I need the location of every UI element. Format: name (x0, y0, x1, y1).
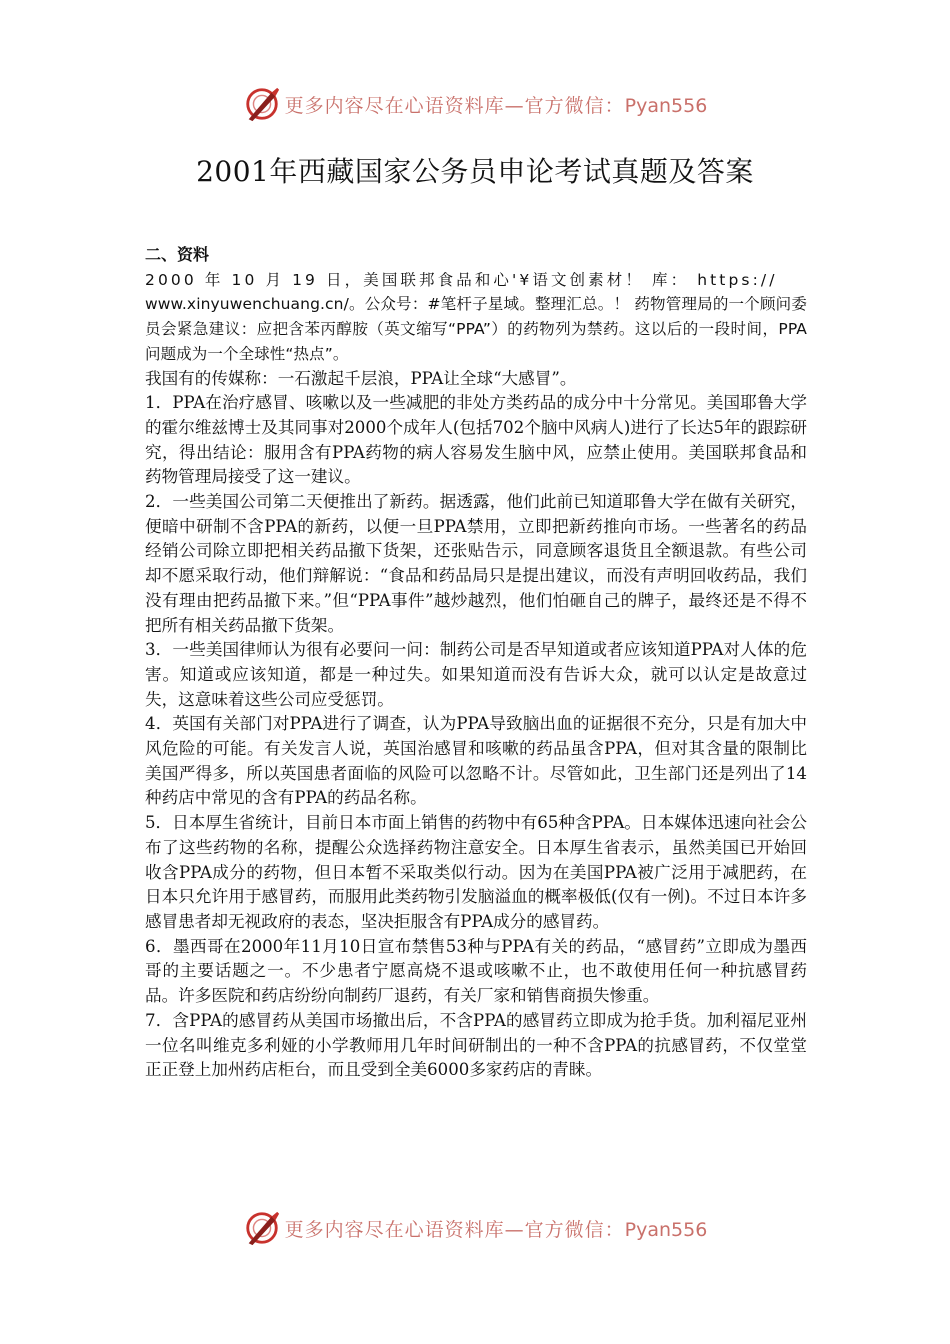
paragraph: 我国有的传媒称：一石激起千层浪，PPA让全球“大感冒”。 (145, 368, 577, 388)
intro-rest: www.xinyuwenchuang.cn/。公众号：#笔杆子星域。整理汇总。！ 药物管理局的一个顾问委员会紧急建议：应把含苯丙醇胺（英文缩写“PPA”）的药物列为禁药。这以后的一段时间，PPA问题成为一个全球性“热点”。 (145, 295, 807, 363)
header-banner (0, 82, 950, 126)
intro-paragraph (145, 268, 807, 367)
paragraph: 4．英国有关部门对PPA进行了调查，认为PPA导致脑出血的证据很不充分，只是有加大中风危险的可能。有关发言人说，英国治感冒和咳嗽的药品虽含PPA，但对其含量的限制比美国严得多，所以英国患者面临的风险可以忽略不计。尽管如此，卫生部门还是列出了14种药店中常见的含有PPA的药品名称。 (145, 714, 807, 808)
document-title: 2001年西藏国家公务员申论考试真题及答案 (196, 155, 754, 188)
banner-text: 更多内容尽在心语资料库—官方微信：Pyan556 (284, 94, 708, 117)
footer-banner (0, 1206, 950, 1250)
paragraph: 6．墨西哥在2000年11月10日宣布禁售53种与PPA有关的药品，“感冒药”立即成为墨西哥的主要话题之一。不少患者宁愿高烧不退或咳嗽不止，也不敢使用任何一种抗感冒药品。许多医院和药店纷纷向制药厂退药，有关厂家和销售商损失惨重。 (145, 936, 807, 1006)
paragraph: 7．含PPA的感冒药从美国市场撤出后，不含PPA的感冒药立即成为抢手货。加利福尼亚州一位名叫维克多利娅的小学教师用几年时间研制出的一种不含PPA的抗感冒药，不仅堂堂正正登上加州药店柜台，而且受到全美6000多家药店的青睐。 (145, 1010, 807, 1080)
section-heading: 二、资料 (145, 245, 210, 264)
paragraph: 1．PPA在治疗感冒、咳嗽以及一些减肥的非处方类药品的成分中十分常见。美国耶鲁大学的霍尔维兹博士及其同事对2000个成年人(包括702个脑中风病人)进行了长达5年的跟踪研究，得出结论：服用含有PPA药物的病人容易发生脑中风，应禁止使用。美国联邦食品和药物管理局接受了这一建议。 (145, 393, 807, 487)
paragraph: 2．一些美国公司第二天便推出了新药。据透露，他们此前已知道耶鲁大学在做有关研究，便暗中研制不含PPA的新药，以便一旦PPA禁用，立即把新药推向市场。一些著名的药品经销公司除立即把相关药品撤下货架，还张贴告示，同意顾客退货且全额退款。有些公司却不愿采取行动，他们辩解说：“食品和药品局只是提出建议，而没有声明回收药品，我们没有理由把药品撤下来。”但“PPA事件”越炒越烈，他们怕砸自己的牌子，最终还是不得不把所有相关药品撤下货架。 (145, 492, 807, 635)
pen-circle-logo-icon (243, 85, 281, 123)
banner-text: 更多内容尽在心语资料库—官方微信：Pyan556 (284, 1218, 708, 1241)
document-body (145, 243, 807, 1083)
paragraph: 3．一些美国律师认为很有必要问一问：制药公司是否早知道或者应该知道PPA对人体的危害。知道或应该知道，都是一种过失。如果知道而没有告诉大众，就可以认定是故意过失，这意味着这些公司应受惩罚。 (145, 640, 807, 709)
intro-first-line: 2000 年 10 月 19 日，美国联邦食品和心'¥语文创素材！ 库： https:// (145, 270, 778, 289)
paragraph: 5．日本厚生省统计，目前日本市面上销售的药物中有65种含PPA。日本媒体迅速向社会公布了这些药物的名称，提醒公众选择药物注意安全。日本厚生省表示，虽然美国已开始回收含PPA成分的药物，但日本暂不采取类似行动。因为在美国PPA被广泛用于减肥药，在日本只允许用于感冒药，而服用此类药物引发脑溢血的概率极低(仅有一例)。不过日本许多感冒患者却无视政府的表态，坚决拒服含有PPA成分的感冒药。 (145, 813, 807, 931)
pen-circle-logo-icon (243, 1209, 281, 1247)
